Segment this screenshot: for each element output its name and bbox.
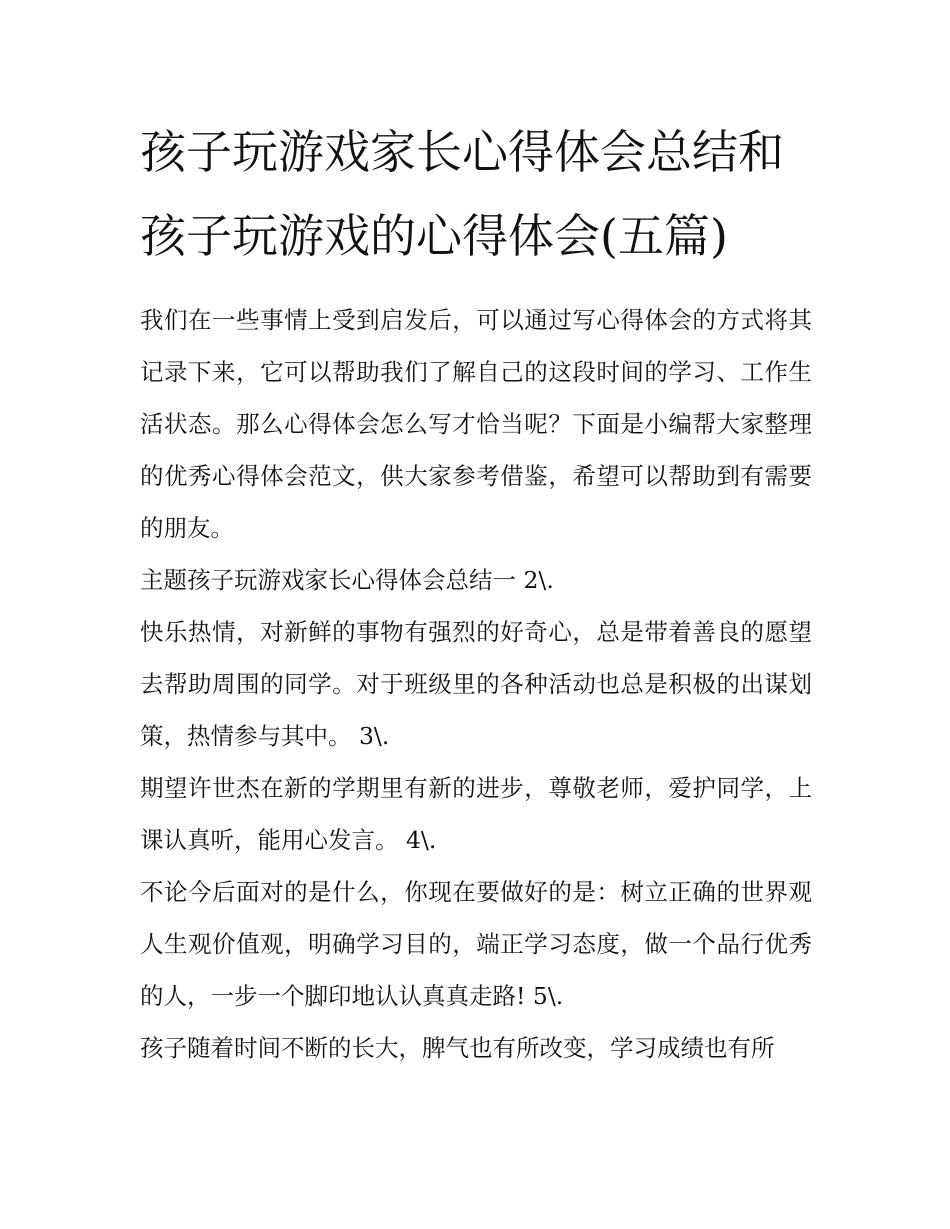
- paragraph-item-4: 不论今后面对的是什么，你现在要做好的是：树立正确的世界观人生观价值观，明确学习目的，端正学习态度，做一个品行优秀的人，一步一个脚印地认认真真走路! 5\.: [140, 878, 812, 1010]
- paragraph-item-2: 快乐热情，对新鲜的事物有强烈的好奇心，总是带着善良的愿望去帮助周围的同学。对于班级里的各种活动也总是积极的出谋划策，热情参与其中。 3\.: [140, 618, 812, 750]
- paragraph-item-3: 期望许世杰在新的学期里有新的进步，尊敬老师，爱护同学，上课认真听，能用心发言。 4\.: [140, 774, 812, 854]
- paragraph-intro: 我们在一些事情上受到启发后，可以通过写心得体会的方式将其记录下来，它可以帮助我们了解自己的这段时间的学习、工作生活状态。那么心得体会怎么写才恰当呢？下面是小编帮大家整理的优秀心得体会范文，供大家参考借鉴，希望可以帮助到有需要的朋友。: [140, 306, 812, 542]
- paragraph-topic-heading: 主题孩子玩游戏家长心得体会总结一 2\.: [140, 566, 554, 594]
- document-page: [140, 110, 812, 1074]
- paragraph-item-5: 孩子随着时间不断的长大，脾气也有所改变，学习成绩也有所: [140, 1034, 775, 1062]
- document-title: 孩子玩游戏家长心得体会总结和孩子玩游戏的心得体会(五篇): [140, 125, 784, 263]
